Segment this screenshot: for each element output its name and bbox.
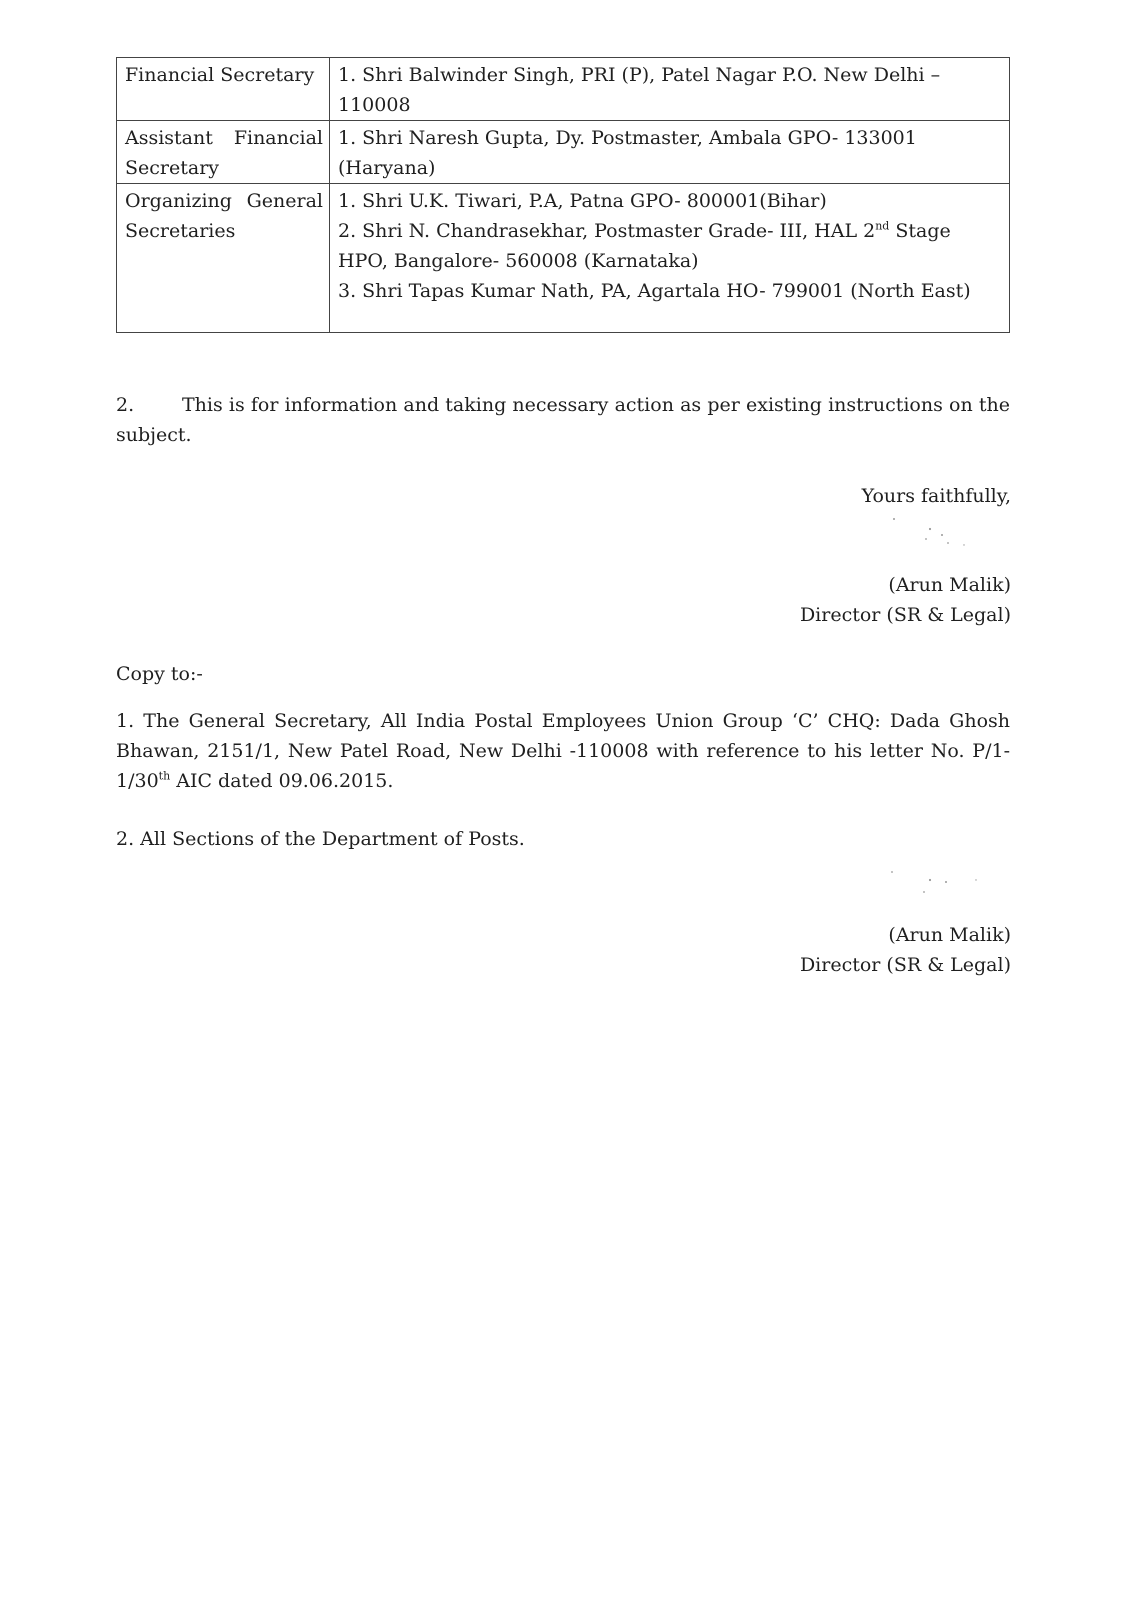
signature-mark: [890, 866, 980, 906]
entry-line: 3. Shri Tapas Kumar Nath, PA, Agartala HO- 799001 (North East): [338, 280, 971, 302]
entry-text: 2. Shri N. Chandrasekhar, Postmaster Grade- III, HAL 2: [338, 220, 876, 242]
signature-block: [800, 920, 1011, 980]
entry-line: 1. Shri Balwinder Singh, PRI (P), Patel Nagar P.O. New Delhi – 110008: [338, 64, 941, 116]
signature-mark: [890, 515, 980, 555]
copy-to-heading: Copy to:-: [116, 663, 203, 685]
role-cell: Financial Secretary: [117, 58, 330, 121]
signatory-designation: Director (SR & Legal): [799, 954, 1011, 976]
office-bearers-table: [116, 57, 1010, 333]
signature-block: [800, 570, 1011, 630]
signatory-name: (Arun Malik): [888, 924, 1011, 946]
signatory-designation: Director (SR & Legal): [799, 604, 1011, 626]
role-cell: Assistant Financial Secretary: [117, 121, 330, 184]
paragraph-text: This is for information and taking necessary action as per existing instructions on the subject.: [116, 394, 1010, 446]
ordinal-suffix: th: [158, 769, 171, 783]
table-row: [117, 184, 1010, 333]
table-row: [117, 121, 1010, 184]
paragraph-2: [116, 390, 1010, 450]
entry-cell: [330, 184, 1010, 333]
entry-cell: [330, 58, 1010, 121]
paragraph-number: 2.: [116, 394, 135, 416]
table-row: [117, 58, 1010, 121]
copy-to-item: [116, 706, 1010, 796]
entry-cell: [330, 121, 1010, 184]
copy-text: AIC dated 09.06.2015.: [170, 770, 394, 792]
copy-text: 1. The General Secretary, All India Postal Employees Union Group ‘C’ CHQ: Dada Ghosh Bhawan, 2151/1, New Patel Road, New Delhi -110008 with reference to his letter No. P/1-1/30: [116, 710, 1010, 792]
copy-to-item: 2. All Sections of the Department of Posts.: [116, 828, 525, 850]
entry-line: [338, 216, 1003, 276]
entry-line: 1. Shri U.K. Tiwari, P.A, Patna GPO- 800001(Bihar): [338, 190, 827, 212]
entry-text: Stage HPO, Bangalore- 560008 (Karnataka): [338, 220, 951, 272]
entry-line: 1. Shri Naresh Gupta, Dy. Postmaster, Ambala GPO- 133001 (Haryana): [338, 127, 917, 179]
closing-salutation: Yours faithfully,: [861, 485, 1011, 507]
ordinal-suffix: nd: [875, 219, 890, 233]
signatory-name: (Arun Malik): [888, 574, 1011, 596]
role-cell: Organizing General Secretaries: [117, 184, 330, 333]
